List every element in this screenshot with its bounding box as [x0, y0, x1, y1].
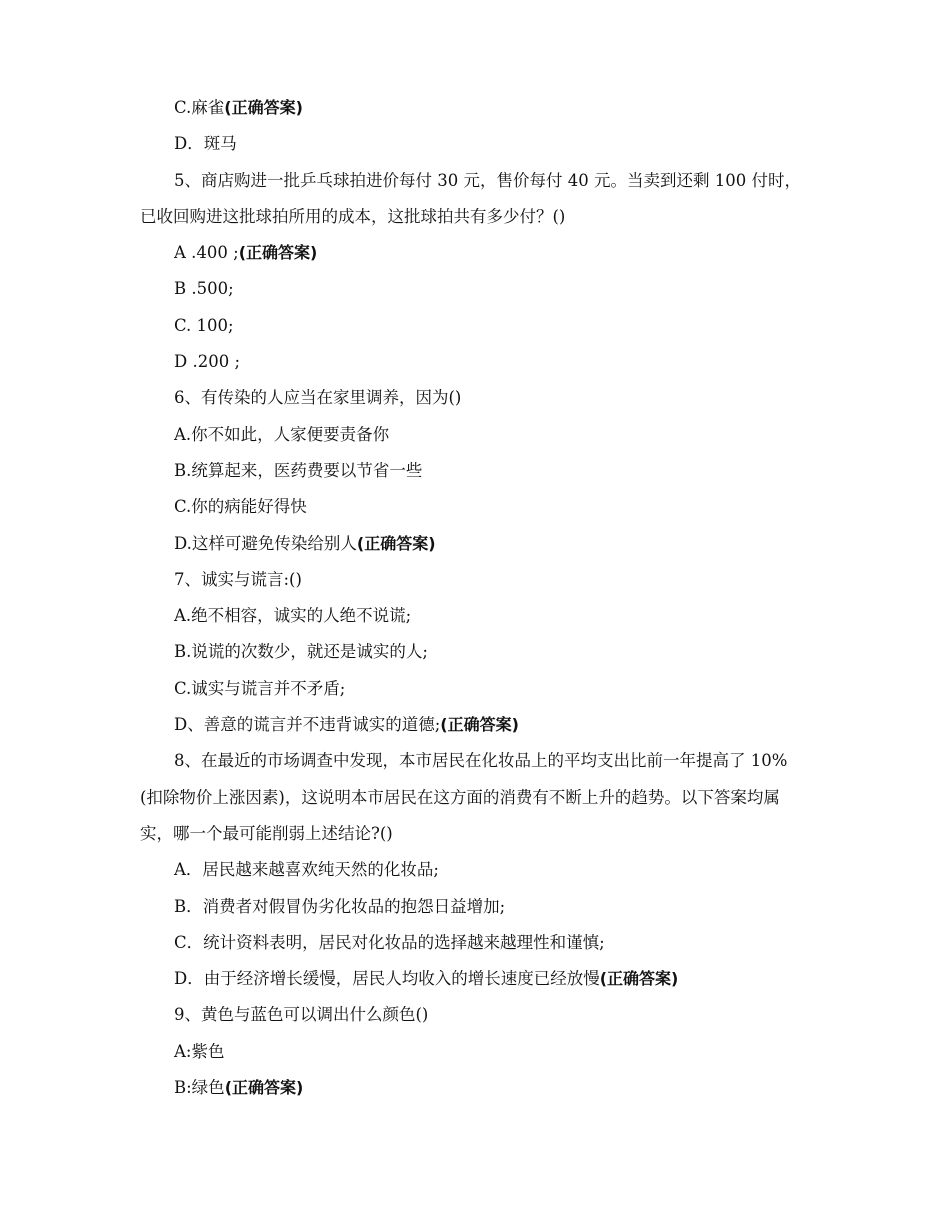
quiz-content	[140, 90, 810, 1106]
option-line: C. 100;	[174, 315, 234, 335]
correct-answer-tag: (正确答案)	[224, 98, 303, 117]
option-line: C.你的病能好得快	[174, 497, 307, 517]
option-line: D．由于经济增长缓慢，居民人均收入的增长速度已经放慢(正确答案)	[174, 969, 679, 989]
correct-answer-tag: (正确答案)	[599, 969, 679, 989]
question-8: 8、在最近的市场调查中发现，本市居民在化妆品上的平均支出比前一年提高了 10%(扣除物价上涨因素)，这说明本市居民在这方面的消费有不断上升的趋势。以下答案均属实，哪一个最可能削弱上述结论?()	[140, 751, 788, 843]
option-line: B.说谎的次数少，就还是诚实的人;	[174, 642, 428, 662]
option-line: B:绿色(正确答案)	[174, 1078, 304, 1098]
question-6: 6、有传染的人应当在家里调养，因为()	[174, 388, 462, 408]
question-5: 5、商店购进一批乒乓球拍进价每付 30 元，售价每付 40 元。当卖到还剩 100 付时，已收回购进这批球拍所用的成本，这批球拍共有多少付？()	[140, 170, 801, 226]
option-line: B .500;	[174, 279, 234, 299]
option-line: A.绝不相容，诚实的人绝不说谎;	[174, 606, 412, 626]
correct-answer-tag: (正确答案)	[440, 715, 519, 735]
option-line: A .400 ;(正确答案)	[174, 243, 318, 263]
option-line: D .200 ;	[174, 352, 241, 372]
option-line: A.你不如此，人家便要责备你	[174, 424, 390, 444]
question-7: 7、诚实与谎言:()	[174, 569, 302, 589]
option-line: D．斑马	[174, 134, 237, 154]
option-line: C.麻雀(正确答案)	[174, 98, 303, 117]
question-9: 9、黄色与蓝色可以调出什么颜色()	[174, 1005, 429, 1025]
option-line: B．消费者对假冒伪劣化妆品的抱怨日益增加;	[174, 896, 506, 916]
correct-answer-tag: (正确答案)	[238, 243, 318, 263]
option-line: B.统算起来，医药费要以节省一些	[174, 460, 423, 480]
option-line: D、善意的谎言并不违背诚实的道德;(正确答案)	[174, 715, 519, 735]
option-line: A:紫色	[174, 1041, 225, 1061]
option-line: C.诚实与谎言并不矛盾;	[174, 678, 346, 698]
correct-answer-tag: (正确答案)	[356, 533, 436, 553]
option-line: A．居民越来越喜欢纯天然的化妆品;	[174, 860, 439, 880]
correct-answer-tag: (正确答案)	[224, 1078, 304, 1098]
option-line: D.这样可避免传染给别人(正确答案)	[174, 533, 436, 553]
option-line: C．统计资料表明，居民对化妆品的选择越来越理性和谨慎;	[174, 932, 605, 952]
